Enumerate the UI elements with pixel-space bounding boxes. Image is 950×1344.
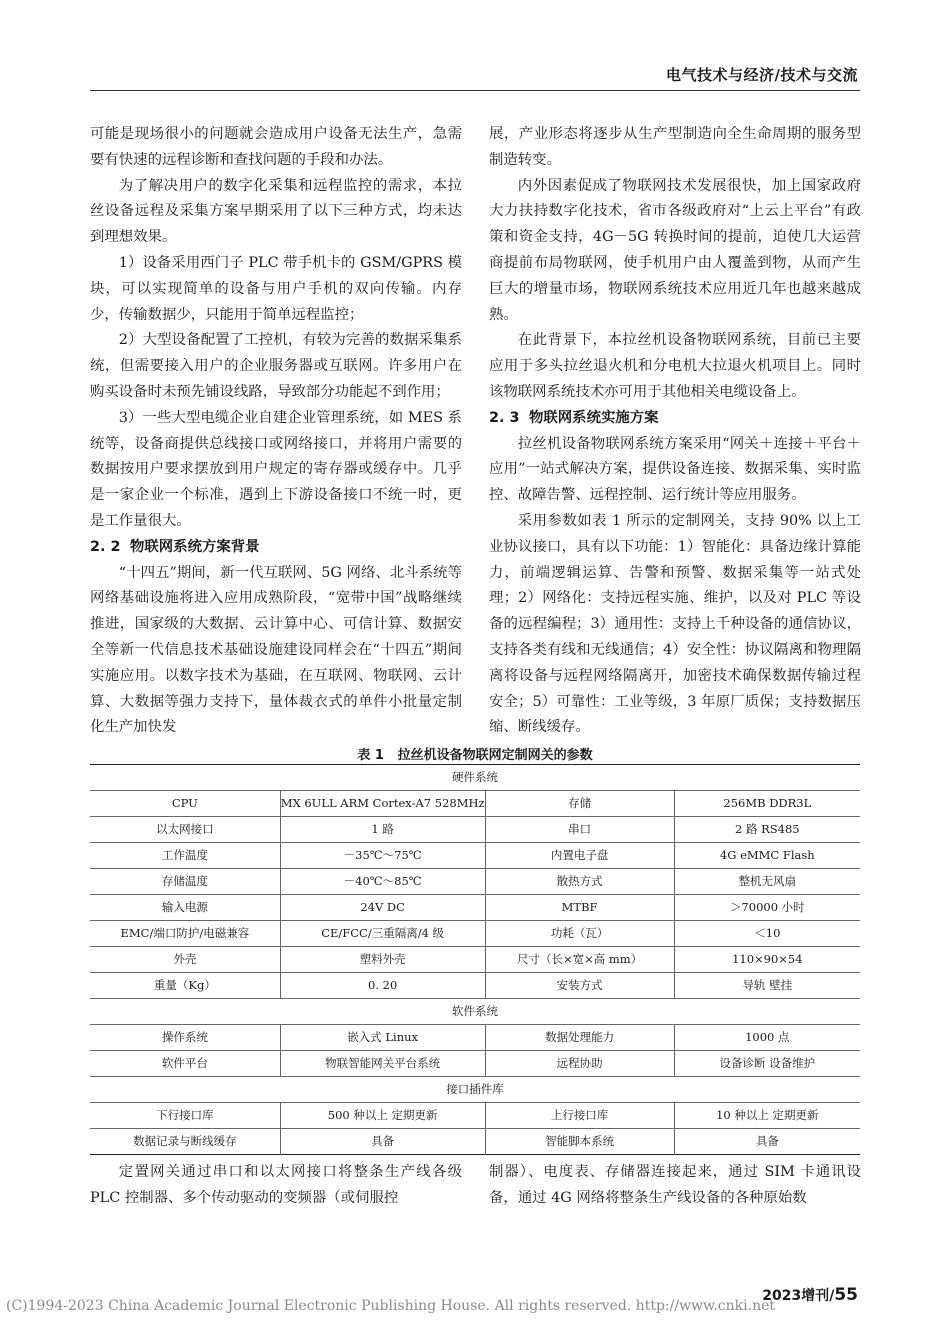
table-row bbox=[90, 1051, 860, 1077]
bottom-right-column bbox=[489, 1160, 861, 1212]
table-row bbox=[90, 1103, 860, 1129]
table-cell-value: 0. 20 bbox=[280, 973, 485, 999]
table-section-title: 软件系统 bbox=[90, 999, 860, 1025]
table-cell-label: 散热方式 bbox=[485, 869, 674, 895]
table-caption bbox=[0, 744, 950, 763]
table-cell-label: 软件平台 bbox=[90, 1051, 280, 1077]
table-row bbox=[90, 843, 860, 869]
table-cell-label: 外壳 bbox=[90, 947, 280, 973]
table-cell-value: ＞70000 小时 bbox=[674, 895, 860, 921]
journal-header: 电气技术与经济∕技术与交流 bbox=[666, 66, 858, 84]
table-row bbox=[90, 817, 860, 843]
table-cell-value: 110×90×54 bbox=[674, 947, 860, 973]
section-heading-2-3 bbox=[489, 406, 861, 432]
table-cell-label: 智能脚本系统 bbox=[485, 1129, 674, 1155]
parameters-table bbox=[90, 764, 860, 1155]
table-cell-value: 整机无风扇 bbox=[674, 869, 860, 895]
table-section-row bbox=[90, 765, 860, 791]
paragraph: 为了解决用户的数字化采集和远程监控的需求，本拉丝设备远程及采集方案早期采用了以下三种方式，均未达到理想效果。 bbox=[90, 177, 462, 246]
table-section-row bbox=[90, 999, 860, 1025]
table-section-title: 硬件系统 bbox=[452, 770, 498, 784]
table-cell-value: CE/FCC/三重隔离/4 级 bbox=[280, 921, 485, 947]
table-cell-label: 数据处理能力 bbox=[485, 1025, 674, 1051]
table-cell-value: 嵌入式 Linux bbox=[280, 1025, 485, 1051]
table-cell-label: 安装方式 bbox=[485, 973, 674, 999]
table-caption-number: 表 1 bbox=[357, 748, 384, 763]
table-cell-value: 10 种以上 定期更新 bbox=[674, 1103, 860, 1129]
table-cell-label: 远程协助 bbox=[485, 1051, 674, 1077]
table-cell-label: 上行接口库 bbox=[485, 1103, 674, 1129]
table-section-row bbox=[90, 1077, 860, 1103]
table-cell-value: －40℃～85℃ bbox=[280, 869, 485, 895]
copyright-watermark: (C)1994-2023 China Academic Journal Electronic Publishing House. All rights reserved. http://www.cnki.net bbox=[6, 1298, 776, 1314]
table-cell-value: 24V DC bbox=[280, 895, 485, 921]
paragraph: 内外因素促成了物联网技术发展很快，加上国家政府大力扶持数字化技术，省市各级政府对“上云上平台”有政策和资金支持，4G－5G 转换时间的提前，迫使几大运营商提前布局物联网，使手机用户由人覆盖到物，从而产生巨大的增量市场，物联网系统技术应用近几年也越来越成熟。 bbox=[489, 177, 861, 323]
table-row bbox=[90, 869, 860, 895]
paragraph: 展，产业形态将逐步从生产型制造向全生命周期的服务型制造转变。 bbox=[489, 126, 861, 168]
table-cell-value: 1 路 bbox=[280, 817, 485, 843]
table-cell-value: 256MB DDR3L bbox=[674, 791, 860, 817]
table-section-title: 接口插件库 bbox=[90, 1077, 860, 1103]
section-title: 物联网系统实施方案 bbox=[529, 409, 659, 426]
section-title: 物联网系统方案背景 bbox=[130, 538, 260, 555]
table-cell-label: 尺寸（长×宽×高 mm） bbox=[485, 947, 674, 973]
table-cell-value: 具备 bbox=[674, 1129, 860, 1155]
bottom-left-column bbox=[90, 1160, 462, 1212]
right-column bbox=[489, 122, 861, 741]
table-caption-title: 拉丝机设备物联网定制网关的参数 bbox=[397, 748, 593, 763]
paragraph: “十四五”期间，新一代互联网、5G 网络、北斗系统等网络基础设施将进入应用成熟阶段，“宽带中国”战略继续推进，国家级的大数据、云计算中心、可信计算、数据安全等新一代信息技术基础设施建设同样会在“十四五”期间实施应用。以数字技术为基础，在互联网、物联网、云计算、大数据等强力支持下，量体裁衣式的单件小批量定制化生产加快发 bbox=[90, 564, 462, 736]
paragraph: 定置网关通过串口和以太网接口将整条生产线各级 PLC 控制器、多个传动驱动的变频器（或伺服控 bbox=[90, 1164, 462, 1206]
table-row bbox=[90, 1129, 860, 1155]
table-cell-value: 500 种以上 定期更新 bbox=[280, 1103, 485, 1129]
table-cell-value: 导轨 壁挂 bbox=[674, 973, 860, 999]
page-footer bbox=[762, 1285, 858, 1305]
table-cell-label: 重量（Kg） bbox=[90, 973, 280, 999]
paragraph: 1）设备采用西门子 PLC 带手机卡的 GSM/GPRS 模块，可以实现简单的设备与用户手机的双向传输。内存少，传输数据少，只能用于简单远程监控； bbox=[90, 254, 462, 323]
table-row bbox=[90, 1025, 860, 1051]
table-cell-label: 数据记录与断线缓存 bbox=[90, 1129, 280, 1155]
section-number: 2. 3 bbox=[489, 409, 520, 426]
table-cell-value: －35℃～75℃ bbox=[280, 843, 485, 869]
section-heading-2-2 bbox=[90, 535, 462, 561]
table-cell-label: 输入电源 bbox=[90, 895, 280, 921]
table-row bbox=[90, 895, 860, 921]
paragraph: 在此背景下，本拉丝机设备物联网系统，目前已主要应用于多头拉丝退火机和分电机大拉退火机项目上。同时该物联网系统技术亦可用于其他相关电缆设备上。 bbox=[489, 332, 861, 400]
table-cell-value: 4G eMMC Flash bbox=[674, 843, 860, 869]
table-cell-label: 存储 bbox=[485, 791, 674, 817]
table-row bbox=[90, 973, 860, 999]
table-cell-label: 下行接口库 bbox=[90, 1103, 280, 1129]
table-cell-label: 存储温度 bbox=[90, 869, 280, 895]
table-row bbox=[90, 921, 860, 947]
table-cell-value: MX 6ULL ARM Cortex-A7 528MHz bbox=[280, 791, 485, 817]
table-cell-value: ＜10 bbox=[674, 921, 860, 947]
table-row bbox=[90, 791, 860, 817]
paragraph: 制器）、电度表、存储器连接起来，通过 SIM 卡通讯设备，通过 4G 网络将整条生产线设备的各种原始数 bbox=[489, 1164, 861, 1206]
table-cell-label: 工作温度 bbox=[90, 843, 280, 869]
paragraph: 3）一些大型电缆企业自建企业管理系统，如 MES 系统等，设备商提供总线接口或网络接口，并将用户需要的数据按用户要求摆放到用户规定的寄存器或缓存中。几乎是一家企业一个标准，遇到上下游设备接口不统一时，更是工作量很大。 bbox=[90, 409, 462, 529]
table-cell-value: 2 路 RS485 bbox=[674, 817, 860, 843]
page-number: 55 bbox=[834, 1285, 858, 1305]
table-cell-value: 设备诊断 设备维护 bbox=[674, 1051, 860, 1077]
table-cell-label: 内置电子盘 bbox=[485, 843, 674, 869]
table-cell-label: CPU bbox=[90, 791, 280, 817]
table-cell-value: 1000 点 bbox=[674, 1025, 860, 1051]
table-cell-label: EMC/端口防护/电磁兼容 bbox=[90, 921, 280, 947]
table-cell-label: 以太网接口 bbox=[90, 817, 280, 843]
table-cell-value: 物联智能网关平台系统 bbox=[280, 1051, 485, 1077]
paragraph: 采用参数如表 1 所示的定制网关，支持 90% 以上工业协议接口，具有以下功能：1）智能化：具备边缘计算能力，前端逻辑运算、告警和预警、数据采集等一站式处理；2）网络化：支持远程实施、维护，以及对 PLC 等设备的远程编程；3）通用性：支持上千种设备的通信协议，支持各类有线和无线通信；4）安全性：协议隔离和物理隔离将设备与远程网络隔离开，加密技术确保数据传输过程安全；5）可靠性：工业等级，3 年原厂质保；支持数据压缩、断线缓存。 bbox=[489, 512, 861, 736]
paragraph: 拉丝机设备物联网系统方案采用“网关＋连接＋平台＋应用”一站式解决方案，提供设备连接、数据采集、实时监控、故障告警、远程控制、运行统计等应用服务。 bbox=[489, 435, 861, 504]
table-cell-label: 串口 bbox=[485, 817, 674, 843]
header-rule bbox=[90, 90, 860, 91]
paragraph: 2）大型设备配置了工控机，有较为完善的数据采集系统，但需要接入用户的企业服务器或互联网。许多用户在购买设备时未预先铺设线路，导致部分功能起不到作用； bbox=[90, 332, 462, 400]
table-cell-label: 操作系统 bbox=[90, 1025, 280, 1051]
table-cell-label: MTBF bbox=[485, 895, 674, 921]
issue-label: 2023增刊 bbox=[762, 1288, 830, 1304]
table-cell-value: 具备 bbox=[280, 1129, 485, 1155]
left-column bbox=[90, 122, 462, 741]
table-cell-value: 塑料外壳 bbox=[280, 947, 485, 973]
table-cell-label: 功耗（瓦） bbox=[485, 921, 674, 947]
paragraph: 可能是现场很小的问题就会造成用户设备无法生产，急需要有快速的远程诊断和查找问题的手段和办法。 bbox=[90, 126, 462, 168]
table-row bbox=[90, 947, 860, 973]
section-number: 2. 2 bbox=[90, 538, 121, 555]
parameters-table-body bbox=[90, 765, 860, 1155]
page-separator: / bbox=[829, 1288, 835, 1304]
